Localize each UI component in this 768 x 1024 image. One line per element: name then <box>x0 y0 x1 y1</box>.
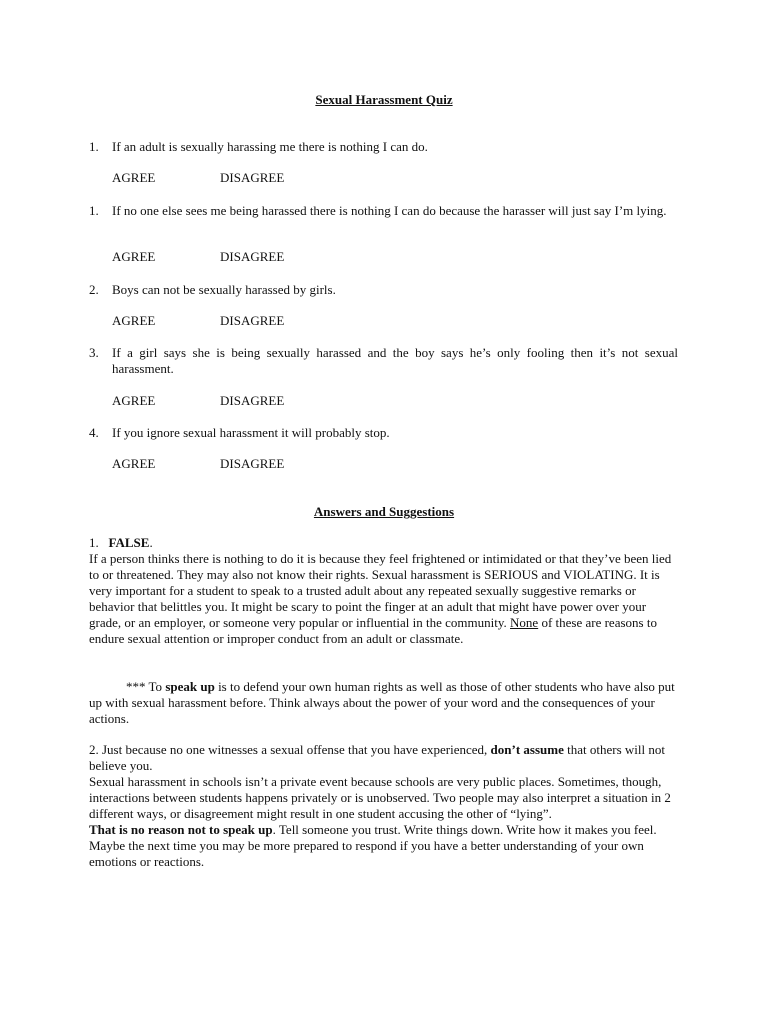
question-number: 1. <box>89 139 99 154</box>
question-number: 3. <box>89 345 99 360</box>
answers-title: Answers and Suggestions <box>313 504 455 519</box>
note-prefix: *** To <box>126 679 166 694</box>
answer-text: Sexual harassment in schools isn’t a private event because schools are very public places. Sometimes, though, interactions between students happens privately or is unobserved. Two people may also interpret a situation in 2 different ways, or disagreement might result in one student accusing the other of “lying”. <box>89 774 671 821</box>
answer-text: If a person thinks there is nothing to do it is because they feel frightened or intimidated or that they’ve been lied to or threatened. They may also not know their rights. Sexual harassment is SERIOUS and VIOLATING. It is very important for a student to speak to a trusted adult about any repeated sexually suggestive remarks or behavior that belittles you. It might be scary to point the finger at an adult that might have power over your grade, or an employer, or someone very popular or influential in the community. <box>89 551 672 630</box>
answer-number: 1. <box>89 535 99 550</box>
answer-paragraph <box>89 551 679 647</box>
disagree-option: DISAGREE <box>220 456 285 471</box>
answer-bold: That is no reason not to speak up <box>89 822 273 837</box>
question-text: If an adult is sexually harassing me there is nothing I can do. <box>112 139 428 154</box>
agree-option: AGREE <box>112 249 156 264</box>
question-text: Boys can not be sexually harassed by girls. <box>112 282 336 297</box>
answer-heading <box>89 535 153 551</box>
agree-option: AGREE <box>112 170 156 185</box>
question-text: If you ignore sexual harassment it will probably stop. <box>112 425 390 440</box>
answer-label-end: . <box>149 535 153 550</box>
answer-label: FALSE <box>108 535 150 550</box>
agree-option: AGREE <box>112 393 156 408</box>
answer-lead-bold: don’t assume <box>490 742 564 757</box>
answer-paragraph <box>89 742 679 870</box>
answer-lead: 2. Just because no one witnesses a sexual offense that you have experienced, <box>89 742 491 757</box>
question-number: 1. <box>89 203 99 218</box>
agree-option: AGREE <box>112 456 156 471</box>
disagree-option: DISAGREE <box>220 170 285 185</box>
question-text: If a girl says she is being sexually harassed and the boy says he’s only fooling then it’s not sexual harassment. <box>112 345 678 376</box>
disagree-option: DISAGREE <box>220 313 285 328</box>
disagree-option: DISAGREE <box>220 249 285 264</box>
answer-underlined-word: None <box>510 615 539 630</box>
agree-option: AGREE <box>112 313 156 328</box>
question-number: 2. <box>89 282 99 297</box>
answer-text: . Tell someone you trust. Write things down. Write how it makes you feel. Maybe the next time you may be more prepared to respond if you have a better understanding of your own emotions or reactions. <box>89 822 657 869</box>
note-text: is to defend your own human rights as well as those of other students who have also put up with sexual harassment before. Think always about the power of your word and the consequences of your actions. <box>89 679 675 726</box>
note-bold: speak up <box>165 679 215 694</box>
answer-text: of these are reasons to endure sexual attention or improper conduct from an adult or classmate. <box>89 615 657 646</box>
question-text: If no one else sees me being harassed there is nothing I can do because the harasser will just say I’m lying. <box>112 203 667 218</box>
answer-note <box>89 679 679 727</box>
answer-lead-rest: that others will not believe you. <box>89 742 665 773</box>
disagree-option: DISAGREE <box>220 393 285 408</box>
quiz-title: Sexual Harassment Quiz <box>315 92 453 107</box>
question-number: 4. <box>89 425 99 440</box>
